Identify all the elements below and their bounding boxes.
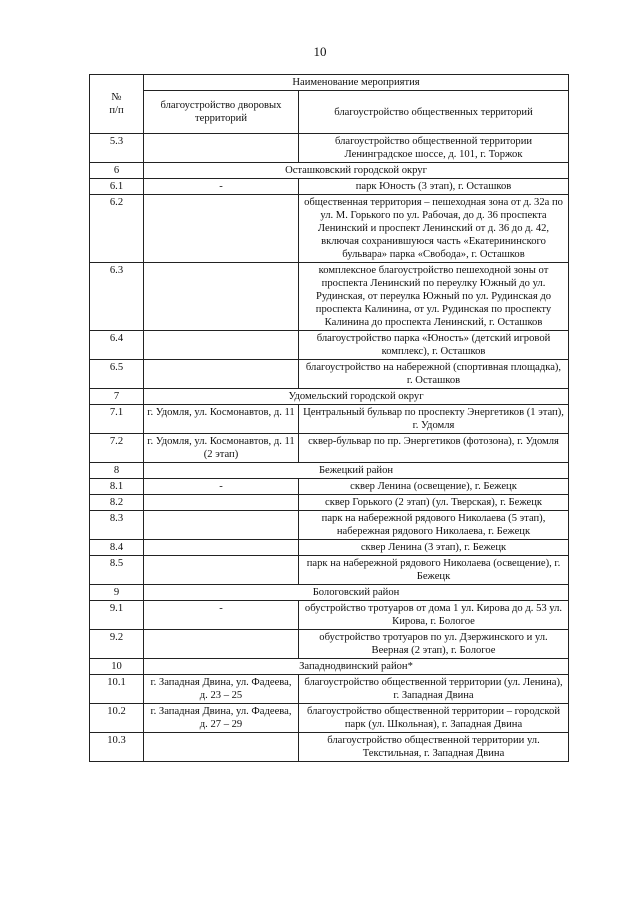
header-yard: благоустройство дворовых территорий bbox=[144, 91, 299, 134]
district-name: Осташковский городской округ bbox=[144, 163, 569, 179]
table-row bbox=[90, 331, 569, 360]
row-number: 9.2 bbox=[90, 630, 144, 659]
yard-territory: - bbox=[144, 479, 299, 495]
public-territory: парк Юность (3 этап), г. Осташков bbox=[299, 179, 569, 195]
public-territory: благоустройство на набережной (спортивная площадка), г. Осташков bbox=[299, 360, 569, 389]
public-territory: общественная территория – пешеходная зона от д. 32а по ул. М. Горького по ул. Рабочая, до д. 36 проспекта Ленинский и проспект Ленинский от д. 36 до д. 42, включая сохранившуюся часть «Екатерининского бульвара» парка «Свобода», г. Осташков bbox=[299, 195, 569, 263]
row-number: 10.2 bbox=[90, 704, 144, 733]
table-row bbox=[90, 434, 569, 463]
row-number: 5.3 bbox=[90, 134, 144, 163]
row-number: 10.1 bbox=[90, 675, 144, 704]
row-number: 9.1 bbox=[90, 601, 144, 630]
district-row bbox=[90, 163, 569, 179]
table-row bbox=[90, 511, 569, 540]
yard-territory bbox=[144, 134, 299, 163]
public-territory: сквер-бульвар по пр. Энергетиков (фотозона), г. Удомля bbox=[299, 434, 569, 463]
table-row bbox=[90, 195, 569, 263]
yard-territory bbox=[144, 733, 299, 762]
row-number: 8.4 bbox=[90, 540, 144, 556]
district-row bbox=[90, 389, 569, 405]
district-name: Удомельский городской округ bbox=[144, 389, 569, 405]
yard-territory bbox=[144, 195, 299, 263]
row-number: 8.2 bbox=[90, 495, 144, 511]
public-territory: обустройство тротуаров по ул. Дзержинского и ул. Веерная (2 этап), г. Бологое bbox=[299, 630, 569, 659]
yard-territory bbox=[144, 360, 299, 389]
table-row bbox=[90, 601, 569, 630]
public-territory: благоустройство общественной территории – городской парк (ул. Школьная), г. Западная Двина bbox=[299, 704, 569, 733]
row-number: 8.3 bbox=[90, 511, 144, 540]
table-row bbox=[90, 405, 569, 434]
table-header-row bbox=[90, 75, 569, 91]
row-number: 6.4 bbox=[90, 331, 144, 360]
row-number: 7.2 bbox=[90, 434, 144, 463]
row-number: 8.5 bbox=[90, 556, 144, 585]
table-row bbox=[90, 360, 569, 389]
public-territory: комплексное благоустройство пешеходной зоны от проспекта Ленинский по переулку Южный до ул. Рудинская, от переулка Южный по ул. Рудинская до проспекта Калинина, от ул. Рудинская по проспекту Калинина до проспекта Ленинский, г. Осташков bbox=[299, 263, 569, 331]
public-territory: Центральный бульвар по проспекту Энергетиков (1 этап), г. Удомля bbox=[299, 405, 569, 434]
public-territory: благоустройство общественной территории ул. Текстильная, г. Западная Двина bbox=[299, 733, 569, 762]
table-row bbox=[90, 263, 569, 331]
yard-territory: г. Удомля, ул. Космонавтов, д. 11 bbox=[144, 405, 299, 434]
district-number: 10 bbox=[90, 659, 144, 675]
row-number: 7.1 bbox=[90, 405, 144, 434]
yard-territory bbox=[144, 511, 299, 540]
table-row bbox=[90, 630, 569, 659]
row-number: 6.5 bbox=[90, 360, 144, 389]
public-territory: благоустройство общественной территории (ул. Ленина), г. Западная Двина bbox=[299, 675, 569, 704]
table-row bbox=[90, 134, 569, 163]
district-number: 8 bbox=[90, 463, 144, 479]
district-name: Западнодвинский район* bbox=[144, 659, 569, 675]
yard-territory: г. Удомля, ул. Космонавтов, д. 11 (2 этап) bbox=[144, 434, 299, 463]
page-number: 10 bbox=[313, 44, 327, 59]
public-territory: парк на набережной рядового Николаева (5 этап), набережная рядового Николаева, г. Бежецк bbox=[299, 511, 569, 540]
row-number: 8.1 bbox=[90, 479, 144, 495]
yard-territory bbox=[144, 540, 299, 556]
public-territory: сквер Ленина (3 этап), г. Бежецк bbox=[299, 540, 569, 556]
yard-territory bbox=[144, 556, 299, 585]
table-row bbox=[90, 556, 569, 585]
yard-territory bbox=[144, 495, 299, 511]
district-number: 9 bbox=[90, 585, 144, 601]
table-row bbox=[90, 540, 569, 556]
table-row bbox=[90, 675, 569, 704]
public-territory: сквер Горького (2 этап) (ул. Тверская), г. Бежецк bbox=[299, 495, 569, 511]
table-row bbox=[90, 479, 569, 495]
yard-territory: г. Западная Двина, ул. Фадеева, д. 27 – 29 bbox=[144, 704, 299, 733]
measures-table bbox=[89, 74, 569, 762]
yard-territory bbox=[144, 630, 299, 659]
row-number: 6.1 bbox=[90, 179, 144, 195]
district-row bbox=[90, 585, 569, 601]
row-number: 6.3 bbox=[90, 263, 144, 331]
yard-territory: - bbox=[144, 179, 299, 195]
public-territory: парк на набережной рядового Николаева (освещение), г. Бежецк bbox=[299, 556, 569, 585]
public-territory: благоустройство парка «Юность» (детский игровой комплекс), г. Осташков bbox=[299, 331, 569, 360]
public-territory: обустройство тротуаров от дома 1 ул. Кирова до д. 53 ул. Кирова, г. Бологое bbox=[299, 601, 569, 630]
district-name: Бежецкий район bbox=[144, 463, 569, 479]
yard-territory: г. Западная Двина, ул. Фадеева, д. 23 – 25 bbox=[144, 675, 299, 704]
district-number: 6 bbox=[90, 163, 144, 179]
yard-territory: - bbox=[144, 601, 299, 630]
table-row bbox=[90, 704, 569, 733]
table-row bbox=[90, 179, 569, 195]
yard-territory bbox=[144, 263, 299, 331]
table-row bbox=[90, 495, 569, 511]
public-territory: благоустройство общественной территории Ленинградское шоссе, д. 101, г. Торжок bbox=[299, 134, 569, 163]
row-number: 6.2 bbox=[90, 195, 144, 263]
header-number: № п/п bbox=[90, 75, 144, 134]
public-territory: сквер Ленина (освещение), г. Бежецк bbox=[299, 479, 569, 495]
yard-territory bbox=[144, 331, 299, 360]
header-event-name: Наименование мероприятия bbox=[144, 75, 569, 91]
district-name: Бологовский район bbox=[144, 585, 569, 601]
district-number: 7 bbox=[90, 389, 144, 405]
district-row bbox=[90, 463, 569, 479]
table-subheader-row bbox=[90, 91, 569, 134]
header-public: благоустройство общественных территорий bbox=[299, 91, 569, 134]
row-number: 10.3 bbox=[90, 733, 144, 762]
table-row bbox=[90, 733, 569, 762]
district-row bbox=[90, 659, 569, 675]
